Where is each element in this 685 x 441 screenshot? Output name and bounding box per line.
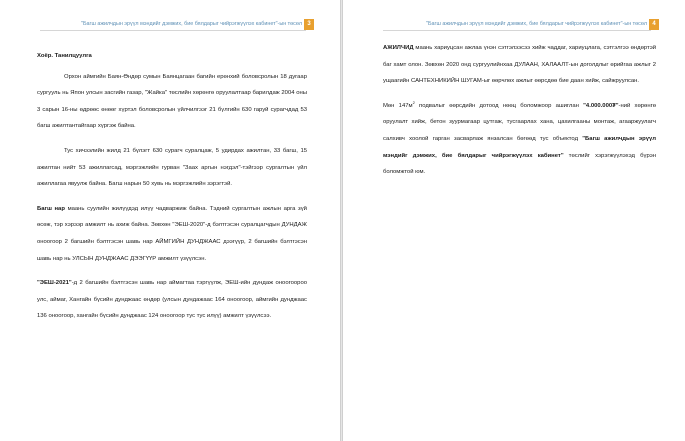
bold-lead: "ЭЕШ-2021" <box>37 280 72 287</box>
paragraph-text: Мөн 147м <box>383 102 413 109</box>
page-body <box>37 48 307 325</box>
paragraph-text: подвалыг өөрсдийн дотоод нөөц боломжоор ашиглан <box>414 102 584 109</box>
bold-lead: АЖИЛЧИД <box>383 45 414 51</box>
paragraph-text: маань суулийн жилүүдэд илүү чадваржиж байна. Тэдний сургалтын ажлын арга зүй өсөж, тэр хэрээр амжилт нь ахиж байна. Зөвхөн "ЭЕШ-2020"-д бэлтгэсэн суралцагчдын ДУНДАЖ оноогоор 2 багшийн бэлтгэсэн шавь нар АЙМГИЙН ДУНДЖААС дээгүүр, 2 багшийн бэлтгэсэн шавь нар нь УЛСЫН ДУНДЖААС ДЭЭГҮҮР амжилт үзүүлсэн. <box>37 205 307 262</box>
paragraph-text: маань хариуцсан ажлаа үнэн сэтгэлээсээ хийж чаддаг, хариуцлага, сэтгэлгээ өндөртэй баг хамт олон. Зөвхөн 2020 онд сургуулийнхаа ДУЛААН, ХАЛААЛТ-ын доголдлыг өрийгаа ажлыг 2 ущаагийн САНТЕХНИКИЙН ШУГАМ-ыг өөрчлөх ажлыг өөрсдөө бие даан хийж, сайжруулсан. <box>383 45 656 85</box>
page-left <box>0 0 340 441</box>
page-header <box>40 19 306 31</box>
paragraph <box>383 40 656 90</box>
page-body-right <box>383 40 656 181</box>
paragraph-text: -д 2 багшийн бэлтгэсэн шавь нар аймагтаа тэргүүлж, ЭЕШ-ийн дундаж оноогоороо улс, аймаг, Хангайн бүсийн дунджаас өндөр (улсын дундажаас 164 оноогоор, аймгийн дунджаас 136 оноогоор, хангайн бүсийн дунджаас 124 оноогоор тус тус илүү) амжилт үзүүлсээ. <box>37 280 307 320</box>
bold-project-name: "Багш ажилчдын эрүүл мэндийг дэмжих, бие бялдарыг чийрэгжүүлэх кабинет" <box>383 135 656 159</box>
section-heading: Хоёр. Танилцуулга <box>37 53 92 59</box>
paragraph: Тус хичээлийн жилд 21 бүлэгт 630 сурагч суралцаж, 5 удирдах ажилтан, 33 багш, 15 ажилтан нийт 53 ажиллагсад, мэргэжлийн гурван "Заах аргын нэгдэл"-тэйгээр сургалтын үйл ажиллагаа явуулж байна. Багш нарын 50 хувь нь мэргэжлийн зэрэгтэй. <box>37 147 307 188</box>
header-title: "Багш ажилчдын эрүүл мэндийг дэмжих, бие бялдарыг чийрэгжүүлэх кабинет"-ын төсөл <box>426 21 647 27</box>
header-title: "Багш ажилчдын эрүүл мэндийг дэмжих, бие бялдарыг чийрэгжүүлэх кабинет"-ын төсөл <box>81 21 302 27</box>
superscript: 2 <box>412 99 415 105</box>
paragraph-text: төслийг хэрэгжүүлэхэд бүрэн боломжтой юм. <box>383 152 656 176</box>
paragraph: Орхон аймгийн Баян-Өндөр сумын Баянцагаан багийн ерөнхий боловсролын 18 дугаар сургууль нь Япон улсын засгийн газар, "Жайка" төслийн хөрөнгө оруулалтаар барилдаж 2004 оны 3 сарын 16-ны өдрөөс өнөөг хүртэл боловсролын үйлчилгээг 21 бүлгийн 630 гаруй сурагчдад 53 багш ажилтантайгаар хүргэж байна. <box>37 73 307 130</box>
paragraph <box>383 98 656 181</box>
paragraph <box>37 201 307 267</box>
page-number-badge: 3 <box>304 19 314 30</box>
page-number-badge: 4 <box>649 19 659 30</box>
bold-lead: Багш нар <box>37 205 65 212</box>
paragraph <box>37 275 307 325</box>
bold-amount: "4.000.000₮" <box>583 102 619 109</box>
page-header <box>383 19 651 31</box>
paragraph-text: -ний хөрөнгө оруулалт хийж, бетон зуурмагаар цутгаж, тусгаарлах хана, цахилгааны монтаж, агааржуулагч салхивч хоолой гарган засварлаж янзалсан бөгөөд тус объектод <box>383 102 657 142</box>
